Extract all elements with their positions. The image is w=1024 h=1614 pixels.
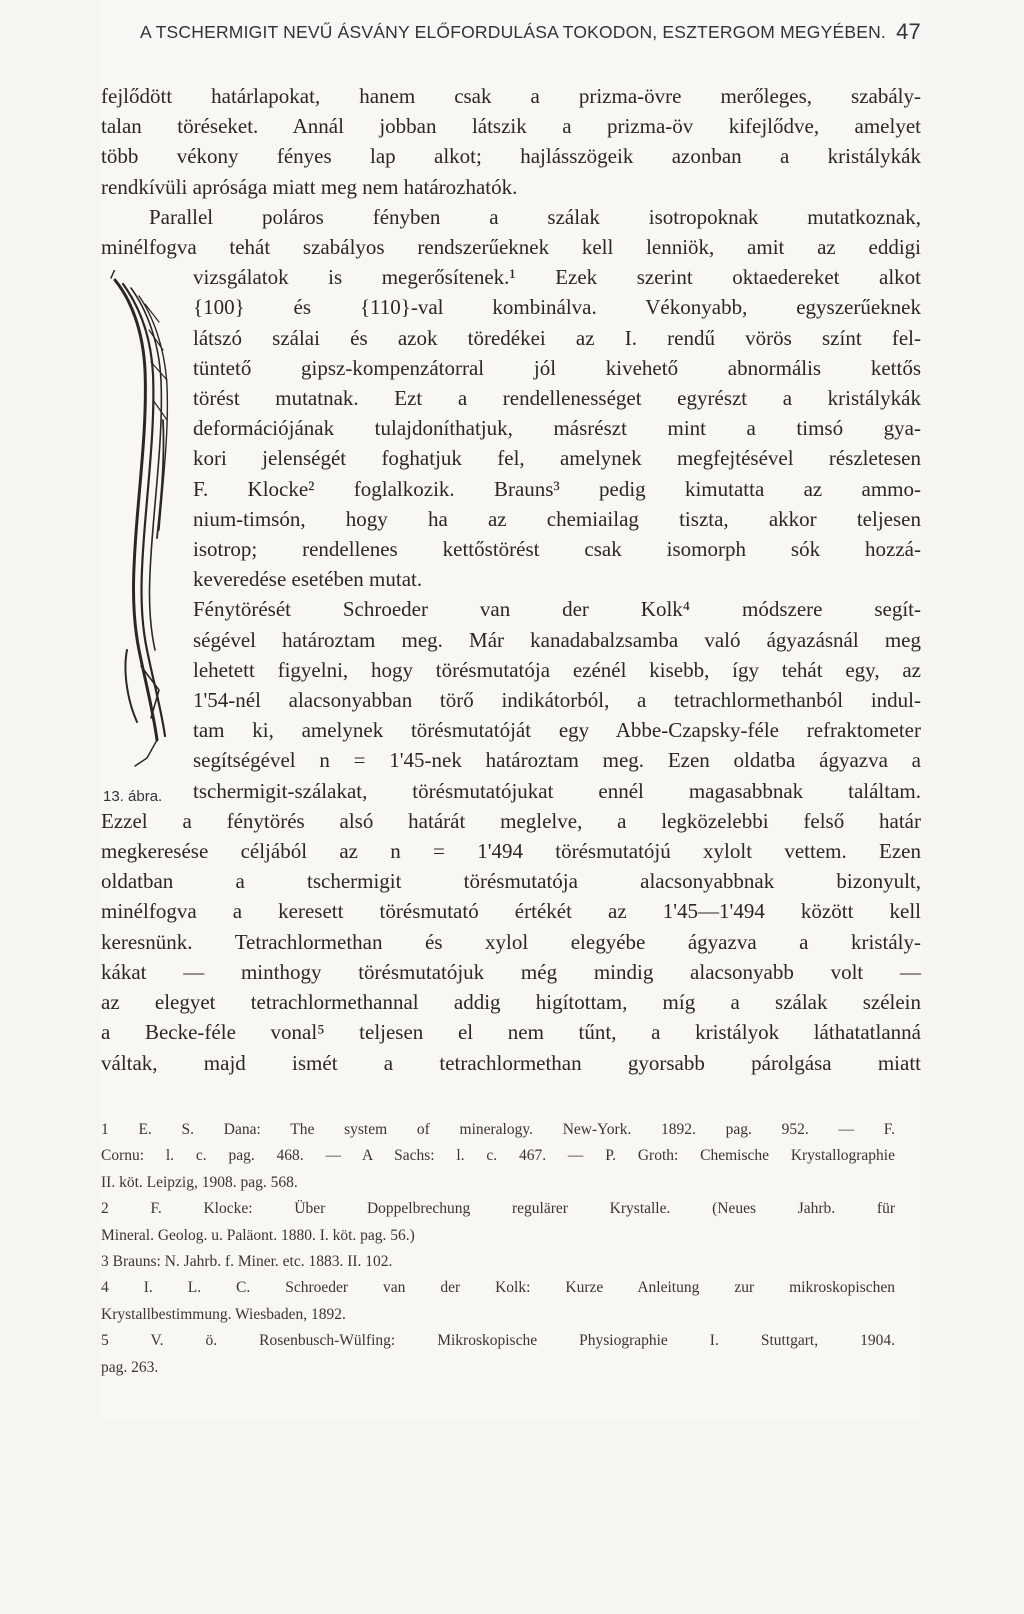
body-text: [101, 81, 921, 1078]
footnote-line: 5 V. ö. Rosenbusch-Wülfing: Mikroskopische Physiographie I. Stuttgart, 1904.: [101, 1332, 895, 1350]
text-line: tüntető gipsz-kompenzátorral jól kivehető abnormális kettős: [193, 355, 921, 380]
text-line: vizsgálatok is megerősítenek.¹ Ezek szerint oktaedereket alkot: [193, 265, 921, 290]
text-line: isotrop; rendellenes kettőstörést csak isomorph sók hozzá-: [193, 537, 921, 562]
text-line: oldatban a tschermigit törésmutatója alacsonyabbnak bizonyult,: [101, 869, 921, 894]
text-line: talan töréseket. Annál jobban látszik a prizma-öv kifejlődve, amelyet: [101, 114, 921, 139]
text-line: tschermigit-szálakat, törésmutatójukat ennél magasabbnak találtam.: [193, 778, 921, 803]
running-header: [140, 19, 921, 44]
footnote-line: pag. 263.: [101, 1358, 159, 1376]
footnote-line: 1 E. S. Dana: The system of mineralogy. New-York. 1892. pag. 952. — F.: [101, 1121, 895, 1138]
footnote-5: [101, 1328, 895, 1381]
text-line: a Becke-féle vonal⁵ teljesen el nem tűnt, a kristályok láthatatlanná: [101, 1020, 921, 1045]
text-line: törést mutatnak. Ezt a rendellenességet egyrészt a kristálykák: [193, 386, 921, 411]
text-line: az elegyet tetrachlormethannal addig higítottam, míg a szálak szélein: [101, 990, 921, 1015]
text-line: látszó szálai és azok töredékei az I. rendű vörös színt fel-: [193, 325, 921, 350]
text-line: Fénytörését Schroeder van der Kolk⁴ módszere segít-: [193, 597, 921, 622]
figure-caption: 13. ábra.: [103, 788, 163, 806]
footnotes: [101, 1117, 895, 1381]
text-line: nium-timsón, hogy ha az chemiailag tiszta, akkor teljesen: [193, 506, 921, 531]
footnote-1: [101, 1117, 895, 1196]
text-line: Parallel poláros fényben a szálak isotropoknak mutatkoznak,: [149, 204, 921, 229]
text-line: rendkívüli aprósága miatt meg nem határozhatók.: [101, 174, 518, 199]
text-line: kákat — minthogy törésmutatójuk még mindig alacsonyabb volt —: [101, 959, 921, 984]
text-line: ségével határoztam meg. Már kanadabalzsamba való ágyazásnál meg: [193, 627, 921, 652]
text-line: keresnünk. Tetrachlormethan és xylol elegyébe ágyazva a kristály-: [101, 929, 921, 954]
text-line: váltak, majd ismét a tetrachlormethan gyorsabb párolgása miatt: [101, 1050, 921, 1075]
text-line: {100} és {110}-val kombinálva. Vékonyabb, egyszerűeknek: [193, 295, 921, 320]
footnote-line: 3 Brauns: N. Jahrb. f. Miner. etc. 1883. II. 102.: [101, 1253, 393, 1271]
text-line: megkeresése céljából az n = 1'494 törésmutatójú xylolt vettem. Ezen: [101, 839, 921, 864]
text-line: F. Klocke² foglalkozik. Brauns³ pedig kimutatta az ammo-: [193, 476, 921, 501]
text-line: 1'54-nél alacsonyabban törő indikátorból, a tetrachlormethanból indul-: [193, 688, 921, 713]
text-line: minélfogva tehát szabályos rendszerűeknek kell lenniök, amit az eddigi: [101, 235, 921, 260]
footnote-4: [101, 1275, 895, 1328]
footnote-line: Krystallbestimmung. Wiesbaden, 1892.: [101, 1305, 346, 1323]
page-number: 47: [896, 19, 921, 44]
footnote-line: Cornu: l. c. pag. 468. — A Sachs: l. c. 467. — P. Groth: Chemische Krystallographie: [101, 1147, 895, 1165]
text-line: minélfogva a keresett törésmutató értékét az 1'45—1'494 között kell: [101, 899, 921, 924]
footnote-2: [101, 1196, 895, 1249]
footnote-3: [101, 1249, 895, 1275]
text-line: kori jelenségét foghatjuk fel, amelynek megfejtésével részletesen: [193, 446, 921, 471]
footnote-line: 4 I. L. C. Schroeder van der Kolk: Kurze Anleitung zur mikroskopischen: [101, 1279, 895, 1297]
footnote-line: 2 F. Klocke: Über Doppelbrechung regulärer Krystalle. (Neues Jahrb. für: [101, 1200, 895, 1218]
text-line: több vékony fényes lap alkot; hajlásszögeik azonban a kristálykák: [101, 144, 921, 169]
text-line: fejlődött határlapokat, hanem csak a prizma-övre merőleges, szabály-: [101, 84, 921, 108]
text-line: keveredése esetében mutat.: [193, 567, 423, 592]
text-line: lehetett figyelni, hogy törésmutatója ezénél kisebb, így tehát egy, az: [193, 657, 921, 682]
text-line: Ezzel a fénytörés alsó határát meglelve, a legközelebbi felső határ: [101, 808, 921, 833]
text-line: segítségével n = 1'45-nek határoztam meg. Ezen oldatba ágyazva a: [193, 748, 921, 773]
text-line: deformációjának tulajdoníthatjuk, másrészt mint a timsó gya-: [193, 416, 921, 441]
footnote-line: Mineral. Geolog. u. Paläont. 1880. I. köt. pag. 56.): [101, 1226, 415, 1244]
text-line: tam ki, amelynek törésmutatóját egy Abbe-Czapsky-féle refraktometer: [193, 718, 921, 743]
header-title: A TSCHERMIGIT NEVŰ ÁSVÁNY ELŐFORDULÁSA TOKODON, ESZTERGOM MEGYÉBEN.: [140, 22, 886, 42]
figure-13: [101, 262, 193, 806]
fiber-crystal-drawing: [101, 270, 193, 770]
footnote-line: II. köt. Leipzig, 1908. pag. 568.: [101, 1173, 298, 1191]
